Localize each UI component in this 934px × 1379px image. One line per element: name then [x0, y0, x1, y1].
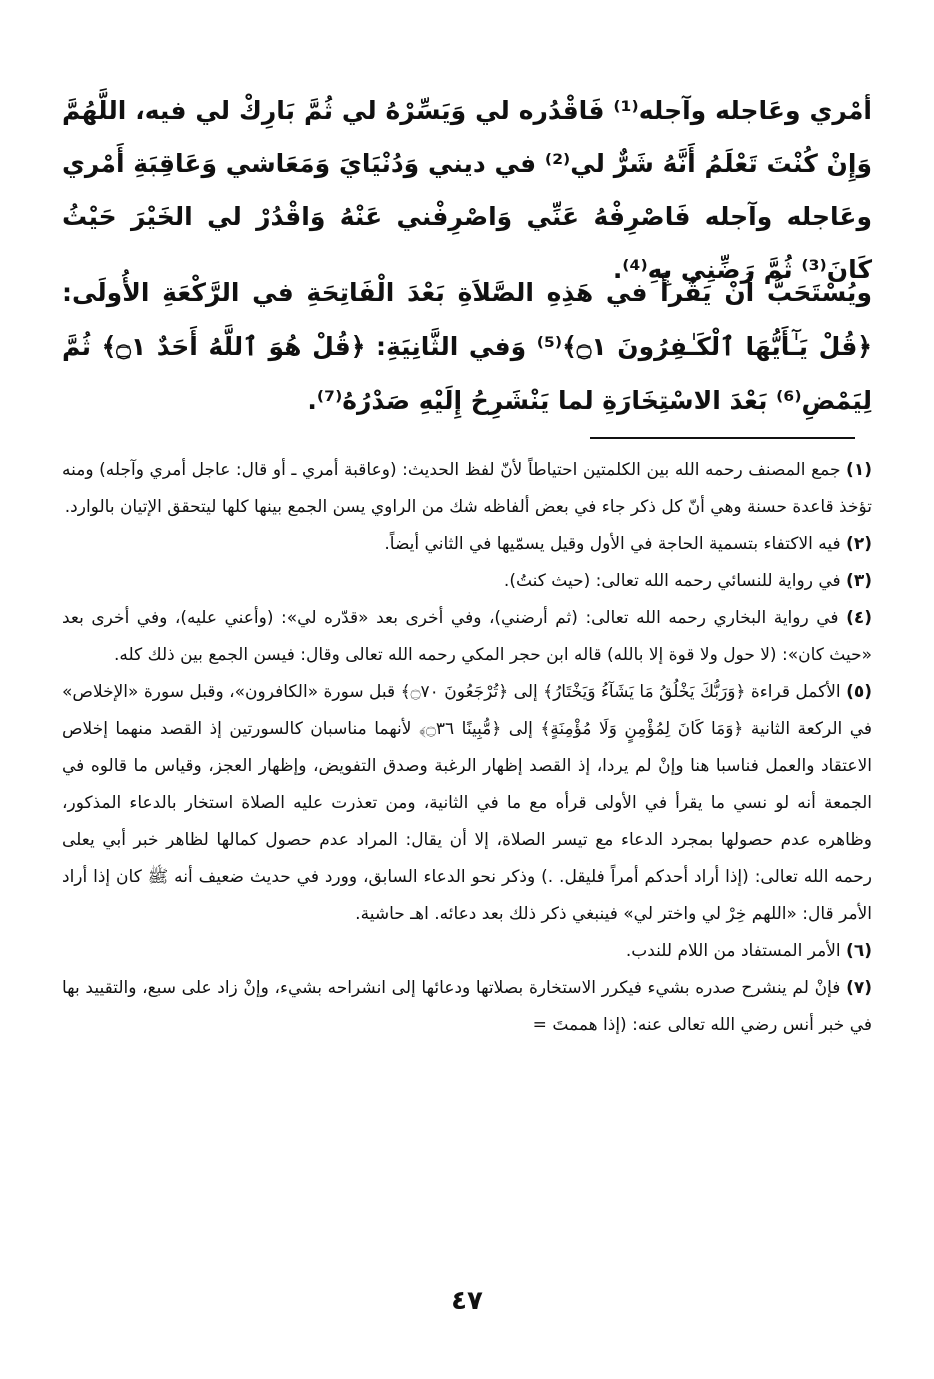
footnote-2	[62, 526, 872, 563]
footnote-divider	[590, 437, 855, 439]
footnote-5	[62, 674, 872, 933]
footnote-number: (٧)	[846, 978, 873, 998]
footnote-number: (٤)	[846, 608, 873, 628]
footnote-1	[62, 452, 872, 526]
footnote-text: الأمر المستفاد من اللام للندب.	[625, 941, 841, 961]
footnote-3	[62, 563, 872, 600]
footnote-7	[62, 970, 872, 1044]
footnote-text: فإنْ لم ينشرح صدره بشيء فيكرر الاستخارة بصلاتها ودعائها إلى انشراحه بشيء، وإنْ زاد على سبع، والتقييد بها في خبر أنس رضي الله تعالى عنه: (إذا هممتَ =	[62, 978, 872, 1035]
main-paragraph-2: ويُسْتَحَبُّ أَنْ يَقْرأَ في هَذِهِ الصَّلاَةِ بَعْدَ الْفَاتِحَةِ في الرَّكْعَةِ الأُولَى: ﴿قُلْ يَـٰٓأَيُّهَا ٱلْكَـٰفِرُونَ ۝١﴾⁽⁵⁾ وَفي الثَّانِيَةِ: ﴿قُلْ هُوَ ٱللَّهُ أَحَدٌ ۝١﴾ ثُمَّ لِيَمْضِ⁽⁶⁾ بَعْدَ الاسْتِخَارَةِ لما يَنْشَرِحُ إِلَيْهِ صَدْرُهُ⁽⁷⁾.	[62, 278, 872, 415]
footnote-number: (٥)	[846, 682, 873, 702]
footnote-number: (١)	[846, 460, 872, 480]
footnote-text: فيه الاكتفاء بتسمية الحاجة في الأول وقيل يسمّيها في الثاني أيضاً.	[384, 534, 841, 554]
footnote-text: في رواية للنسائي رحمه الله تعالى: (حيث كنتُ).	[503, 571, 841, 591]
footnotes-section	[62, 452, 872, 1044]
footnote-6	[62, 933, 872, 970]
footnote-text: في رواية البخاري رحمه الله تعالى: (ثم أرضني)، وفي أخرى بعد «قدّره لي»: (وأعني عليه)، وفي أخرى بعد «حيث كان»: (لا حول ولا قوة إلا بالله) قاله ابن حجر المكي رحمه الله تعالى وقال: فيسن الجمع بين ذلك كله.	[62, 608, 872, 665]
main-paragraph-1: أمْري وعَاجله وآجله⁽¹⁾ فَاقْدُره لي وَيَسِّرْهُ لي ثُمَّ بَارِكْ لي فيه، اللَّهُمَّ وَإِنْ كُنْتَ تَعْلَمُ أَنَّهُ شَرٌّ لي⁽²⁾ في ديني وَدُنْيَايَ وَمَعَاشي وَعَاقِبَةِ أَمْري وعَاجله وآجله فَاصْرِفْهُ عَنِّي وَاصْرِفْني عَنْهُ وَاقْدُرْ لي الخَيْرَ حَيْثُ كَانَ⁽³⁾ ثُمَّ رَضِّنِي بِهِ⁽⁴⁾.	[62, 96, 872, 284]
footnote-text: جمع المصنف رحمه الله بين الكلمتين احتياطاً لأنّ لفظ الحديث: (وعاقبة أمري ـ أو قال: عاجل أمري وآجله) ومنه تؤخذ قاعدة حسنة وهي أنّ كل ذكر جاء في بعض ألفاظه شك من الراوي يسن الجمع بينها كلها ليتحقق الإتيان بالوارد.	[62, 460, 872, 517]
footnote-number: (٦)	[846, 941, 872, 961]
footnote-number: (٢)	[846, 534, 872, 554]
footnote-text: الأكمل قراءة ﴿وَرَبُّكَ يَخْلُقُ مَا يَشَآءُ وَيَخْتَارُ﴾ إلى ﴿تُرْجَعُونَ ۝٧٠﴾ قبل سورة «الكافرون»، وقبل سورة «الإخلاص» في الركعة الثانية ﴿وَمَا كَانَ لِمُؤْمِنٍ وَلَا مُؤْمِنَةٍ﴾ إلى ﴿مُّبِينًا ۝٣٦﴾ لأنهما مناسبان كالسورتين إذ القصد منهما إخلاص الاعتقاد والعمل فناسبا هنا وإنْ لم يردا، إذ القصد إظهار الرغبة وصدق التفويض، وإظهار العجز، وقياس ما قالوه في الجمعة أنه لو نسي ما يقرأ في الأولى قرأه مع ما في الثانية، ومن تعذرت عليه الصلاة استخار بالدعاء المذكور، وظاهره عدم حصولها بمجرد الدعاء مع تيسر الصلاة، إلا أن يقال: المراد عدم حصول كمالها لظاهر خبر أبي يعلى رحمه الله تعالى: (إذا أراد أحدكم أمراً فليقل. .) وذكر نحو الدعاء السابق، وورد في حديث ضعيف أنه ﷺ كان إذا أراد الأمر قال: «اللهم خِرْ لي واختر لي» فينبغي ذكر ذلك بعد دعائه. اهـ حاشية.	[62, 682, 873, 924]
footnote-number: (٣)	[846, 571, 872, 591]
footnote-4	[62, 600, 872, 674]
page-number: ٤٧	[451, 1286, 483, 1316]
